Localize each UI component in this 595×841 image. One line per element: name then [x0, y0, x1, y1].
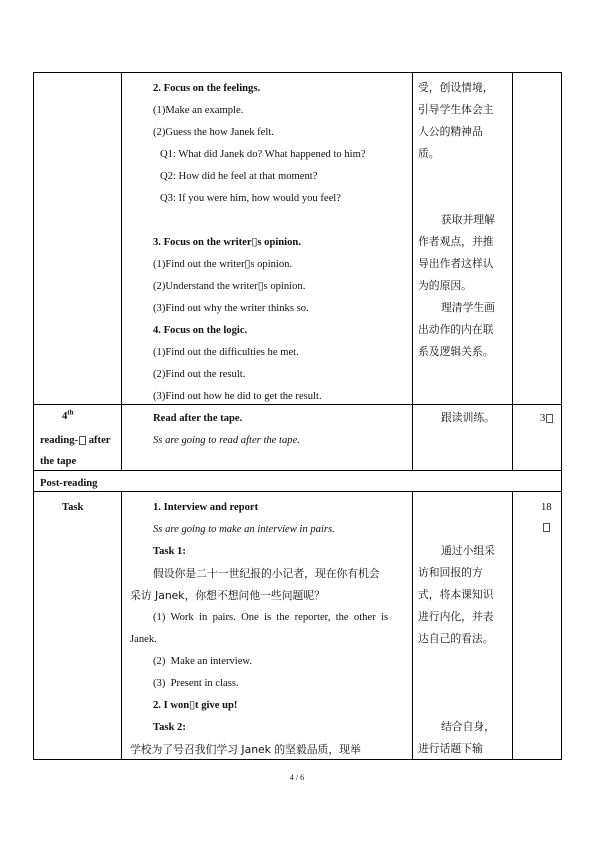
- step-label-4th: [62, 410, 74, 423]
- section-heading-feelings: 2. Focus on the feelings.: [153, 83, 261, 94]
- table-rule-post-reading-bottom: [33, 491, 561, 492]
- table-rule-row-b-top: [33, 404, 561, 405]
- post-reading-heading: Post-reading: [40, 478, 98, 489]
- col-divider-3: [512, 72, 513, 471]
- logic-item-2: (2)Find out the result.: [153, 369, 246, 380]
- logic-item-1: (1)Find out the difficulties he met.: [153, 347, 299, 358]
- work-step-1: (1) Work in pairs. One is the reporter, the other is: [153, 612, 389, 623]
- task-note-line: 通过小组采: [441, 544, 495, 557]
- placeholder-box-icon: [79, 436, 86, 445]
- read-tape-note: 跟读训练。: [441, 411, 495, 424]
- task-note-line: 达自己的看法。: [418, 632, 494, 645]
- feelings-item-2: (2)Guess the how Janek felt.: [153, 127, 274, 138]
- col-divider-2: [412, 72, 413, 471]
- task1-cn-line-1: 假设你是二十一世纪报的小记者，现在你有机会: [153, 567, 380, 580]
- table-border-right: [561, 72, 562, 760]
- note-line: 为的原因。: [418, 279, 472, 292]
- section-heading-opinion: 3. Focus on the writer▯s opinion.: [153, 237, 301, 248]
- work-step-3: (3) Present in class.: [153, 678, 239, 689]
- placeholder-box-icon: [543, 523, 550, 532]
- opinion-item-3: (3)Find out why the writer thinks so.: [153, 303, 309, 314]
- step-label-reading: [40, 434, 110, 447]
- read-tape-desc: Ss are going to read after the tape.: [153, 435, 300, 446]
- task-note-line: 进行话题下输: [418, 742, 483, 755]
- task-time-box: [542, 521, 550, 534]
- section-heading-logic: 4. Focus on the logic.: [153, 325, 248, 336]
- note-line: 作者观点，并推: [418, 235, 494, 248]
- task1-cn-line-2: 采访 Janek，你想不想问他一些问题呢？: [130, 589, 325, 602]
- col-divider-1b: [121, 491, 122, 759]
- note-line: 引导学生体会主: [418, 103, 494, 116]
- interview-desc: Ss are going to make an interview in pairs.: [153, 524, 335, 535]
- note-line: 质。: [418, 147, 440, 160]
- work-step-2: (2) Make an interview.: [153, 656, 253, 667]
- table-rule-row-b-bottom: [33, 470, 561, 471]
- note-line: 出动作的内在联: [418, 323, 494, 336]
- work-step-1-cont: Janek.: [130, 634, 157, 645]
- col-divider-3b: [512, 491, 513, 759]
- note-line: 理清学生画: [441, 301, 495, 314]
- task2-label: Task 2:: [153, 722, 186, 733]
- task-time: 18: [541, 502, 552, 513]
- note-line: 系及逻辑关系。: [418, 345, 494, 358]
- question-1: Q1: What did Janek do? What happened to him?: [160, 149, 366, 160]
- read-tape-title: Read after the tape.: [153, 413, 243, 424]
- opinion-item-2: (2)Understand the writer▯s opinion.: [153, 281, 306, 292]
- task-note-line: 进行内化，并表: [418, 610, 494, 623]
- question-2: Q2: How did he feel at that moment?: [160, 171, 318, 182]
- logic-item-3: (3)Find out how he did to get the result.: [153, 391, 322, 402]
- give-up-heading: 2. I won▯t give up!: [153, 700, 238, 711]
- note-line: 人公的精神品: [418, 125, 483, 138]
- col-divider-2b: [412, 491, 413, 759]
- task1-label: Task 1:: [153, 546, 186, 557]
- step-number: 4: [62, 411, 68, 422]
- placeholder-box-icon: [546, 414, 553, 423]
- note-line: 受，创设情境，: [418, 81, 494, 94]
- step-superscript: th: [67, 408, 74, 417]
- read-tape-time: [540, 412, 553, 425]
- feelings-item-1: (1)Make an example.: [153, 105, 244, 116]
- task-step-label: Task: [62, 502, 84, 513]
- table-border-bottom: [33, 759, 561, 760]
- table-border-top: [33, 72, 561, 73]
- page-number: 4 / 6: [289, 773, 305, 782]
- opinion-item-1: (1)Find out the writer▯s opinion.: [153, 259, 293, 270]
- task-note-line: 式，将本课知识: [418, 588, 494, 601]
- task-note-line: 访和回报的方: [418, 566, 483, 579]
- step-label-reading-text: reading-: [40, 435, 79, 446]
- step-label-tape: the tape: [40, 456, 77, 467]
- step-label-after: after: [88, 435, 111, 446]
- note-line: 获取并理解: [441, 213, 495, 226]
- note-line: 导出作者这样认: [418, 257, 494, 270]
- table-border-left: [33, 72, 34, 760]
- question-3: Q3: If you were him, how would you feel?: [160, 193, 341, 204]
- interview-heading: 1. Interview and report: [153, 502, 259, 513]
- task-note-line: 结合自身，: [441, 720, 495, 733]
- time-value: 3: [540, 413, 546, 424]
- col-divider-1: [121, 72, 122, 471]
- task2-cn-line: 学校为了号召我们学习 Janek 的坚毅品质，现举: [130, 743, 361, 756]
